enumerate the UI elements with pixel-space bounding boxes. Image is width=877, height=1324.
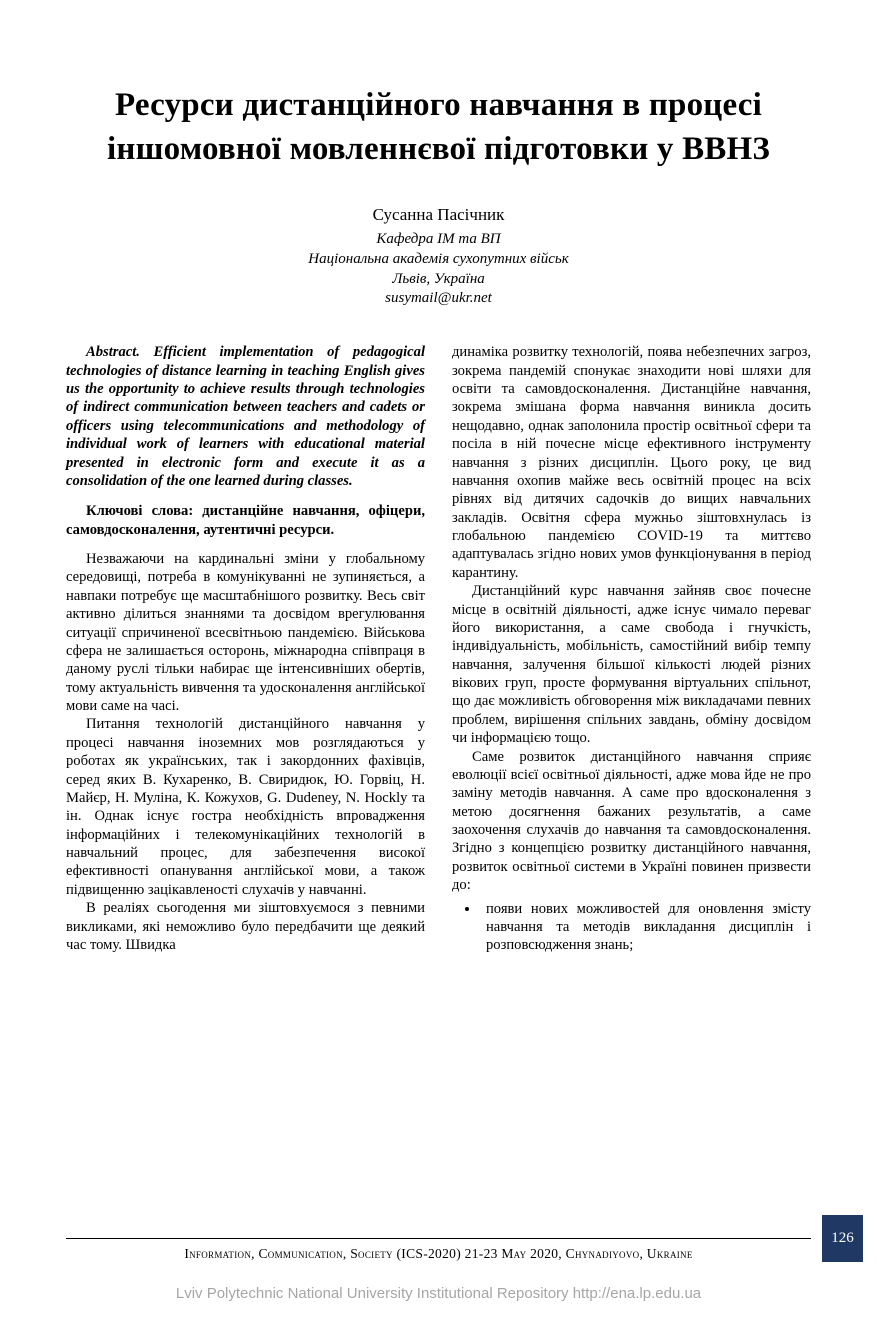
- body-paragraph: В реаліях сьогодення ми зіштовхуємося з певними викликами, які неможливо було передбачити ще деякий час тому. Швидка: [66, 900, 425, 953]
- keywords-paragraph: Ключові слова: дистанційне навчання, офіцери, самовдосконалення, аутентичні ресурси.: [66, 503, 425, 538]
- author-block: [66, 205, 811, 309]
- left-column: [66, 343, 425, 954]
- right-column: [452, 343, 811, 954]
- bullet-list: [480, 900, 811, 955]
- paper-page: [0, 84, 877, 955]
- affiliation-city: Львів, Україна: [392, 270, 485, 287]
- affiliation-department: Кафедра ІМ та ВП: [376, 231, 501, 248]
- body-paragraph-continuation: динаміка розвитку технологій, поява небезпечних загроз, зокрема пандемій спонукає знаходити нові шляхи для освіти та самовдосконалення. Дистанційне навчання, зокрема змішана форма навчання виникла досить нещодавно, однак заполонила простір освітньої сфери та посіла в ній почесне місце ефективного інструменту навчання з різних дисциплін. Цього року, це вид навчання охопив майже весь освітній процес на всіх рівнях від дитячих садочків до вищих навчальних закладів. Освітня сфера мужньо зіштовхнулась із глобальною пандемією COVID-19 та миттєво адаптувалась згідно нових умов функціонування в період карантину.: [452, 344, 811, 581]
- footer-conference-line: Information, Communication, Society (ICS-2020) 21-23 May 2020, Chynadiyovo, Ukraine: [184, 1246, 693, 1261]
- author-name: Сусанна Пасічник: [372, 205, 505, 225]
- body-paragraph: Саме розвиток дистанційного навчання сприяє еволюції всієї освітньої діяльності, адже мова йде не про заміну методів навчання. А саме про вдосконалення з метою досягнення бажаних результатів, а саме заохочення слухачів до навчання та самовдосконалення. Згідно з концепцією розвитку дистанційного навчання, розвиток освітньої системи в Україні повинен призвести до:: [452, 748, 811, 894]
- body-paragraph: Незважаючи на кардинальні зміни у глобальному середовищі, потреба в комунікуванні не зупиняється, а навпаки потребує ще масштабнішого розвитку. Весь світ активно ділиться знаннями та досвідом врегулювання ситуації спричиненої всесвітньою пандемією. Військова сфера не залишається осторонь, міжнародна співпраця в даному руслі тільки набирає ще інтенсивніших обертів, тому актуальність вивчення та удосконалення англійської мови саме на часі.: [66, 551, 425, 715]
- affiliation-institution: Національна академія сухопутних військ: [308, 250, 569, 267]
- author-email: susymail@ukr.net: [385, 290, 492, 307]
- paper-title: Ресурси дистанційного навчання в процесі іншомовної мовленнєвої підготовки у ВВНЗ: [107, 87, 770, 167]
- page-number-badge: 126: [822, 1215, 863, 1262]
- two-column-body: [66, 343, 811, 954]
- footer-rule: [66, 1238, 811, 1239]
- repository-link: Lviv Polytechnic National University Institutional Repository http://ena.lp.edu.ua: [175, 1285, 702, 1302]
- bullet-item: • появи нових можливостей для оновлення змісту навчання та методів викладання дисциплін і розповсюдження знань;: [480, 900, 811, 955]
- body-paragraph: Питання технологій дистанційного навчання у процесі навчання іноземних мов розглядаються у роботах як українських, так і закордонних фахівців, серед яких В. Кухаренко, В. Свиридюк, Ю. Горвіц, Н. Майєр, Н. Муліна, К. Кожухов, G. Dudeney, N. Hockly та ін. Однак існує гостра необхідність впровадження інформаційних і телекомунікаційних технологій в навчальний процес, для забезпечення високої ефективності опанування англійської мови, а також підвищенню зацікавленості слухачів у навчанні.: [66, 716, 425, 898]
- abstract-paragraph: Abstract. Efficient implementation of pedagogical technologies of distance learning in teaching English gives us the opportunity to achieve results through technologies of indirect communication between teachers and cadets or officers using telecommunications and methodology of individual work of learners with educational material presented in electronic form and execute it as a consolidation of the one learned during classes.: [66, 344, 425, 489]
- body-paragraph: Дистанційний курс навчання зайняв своє почесне місце в освітній діяльності, адже існує чимало переваг його використання, а саме свобода і гнучкість, індивідуальність, мобільність, самостійний вибір темпу навчання, залучення більшої кількості людей різних вікових груп, просте формування віртуальних спільнот, що дає можливість обговорення між викладачами певних проблем, вирішення спільних завдань, обміну досвідом чи інформацією тощо.: [452, 583, 811, 747]
